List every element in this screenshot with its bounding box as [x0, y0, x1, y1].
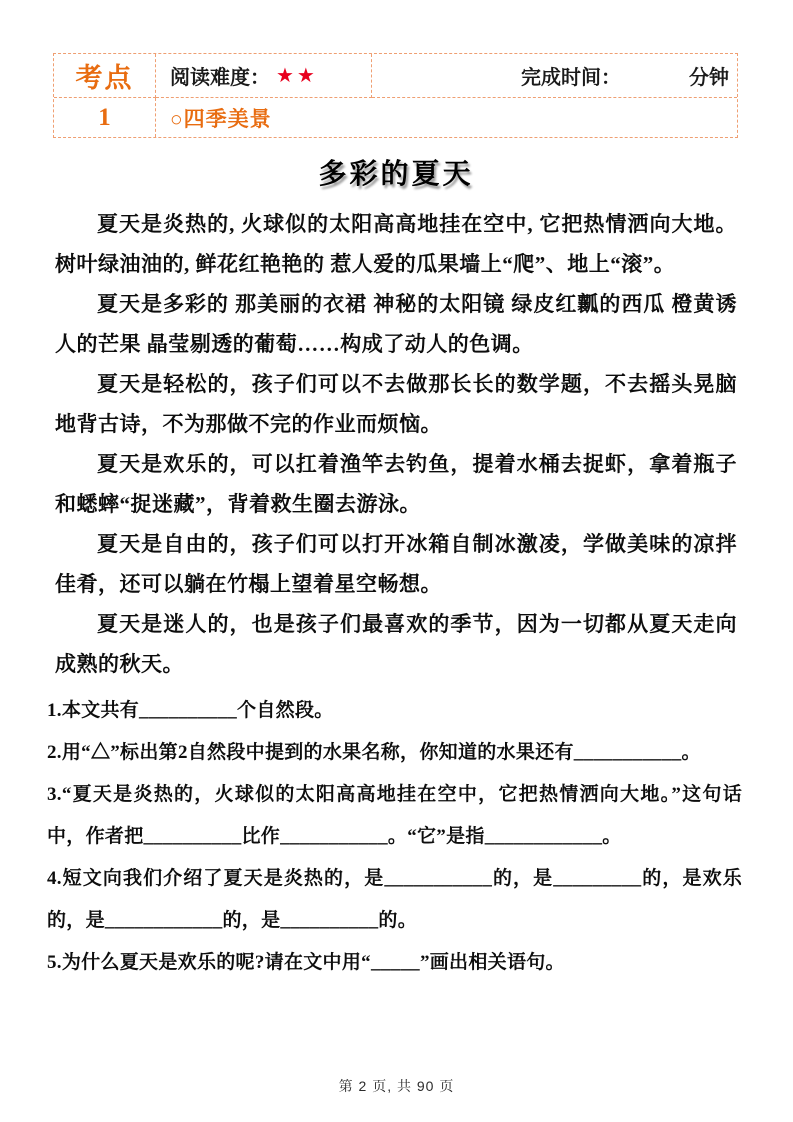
- question-item: 4.短文向我们介绍了夏天是炎热的，是___________的，是_________的，是欢乐的，是____________的，是__________的。: [47, 868, 742, 931]
- page-number: 第 2 页, 共 90 页: [338, 1078, 455, 1094]
- question-item: 2.用“△”标出第2自然段中提到的水果名称，你知道的水果还有___________。: [47, 742, 701, 763]
- exam-point-number-cell: [54, 98, 156, 137]
- difficulty-label: 阅读难度：: [170, 67, 270, 89]
- completion-time-label: 完成时间：: [521, 67, 621, 89]
- article-paragraph: 夏天是轻松的，孩子们可以不去做那长长的数学题，不去摇头晃脑地背古诗，不为那做不完的作业而烦恼。: [55, 372, 737, 436]
- completion-time-cell: [372, 54, 737, 98]
- topic-label: ○四季美景: [170, 106, 272, 131]
- question-item: 3.“夏天是炎热的，火球似的太阳高高地挂在空中，它把热情洒向大地。”这句话中，作者把__________比作___________。“它”是指____________。: [47, 784, 742, 847]
- article-paragraph: 夏天是炎热的, 火球似的太阳高高地挂在空中, 它把热情洒向大地。树叶绿油油的, 鲜花红艳艳的 惹人爱的瓜果墙上“爬”、地上“滚”。: [55, 212, 737, 276]
- article-paragraph: 夏天是自由的，孩子们可以打开冰箱自制冰激凌，学做美味的凉拌佳肴，还可以躺在竹榻上望着星空畅想。: [55, 532, 737, 596]
- exam-point-label: 考点: [75, 63, 134, 93]
- difficulty-cell: [156, 54, 372, 98]
- topic-cell: [156, 98, 737, 137]
- difficulty-stars: ★★: [276, 65, 318, 87]
- article-paragraph: 夏天是欢乐的，可以扛着渔竿去钓鱼，提着水桶去捉虾，拿着瓶子和蟋蟀“捉迷藏”，背着救生圈去游泳。: [55, 452, 737, 516]
- exam-header-table: [53, 53, 738, 138]
- article-title: 多彩的夏天: [318, 159, 474, 190]
- exam-point-cell: [54, 54, 156, 98]
- article-paragraph: 夏天是迷人的，也是孩子们最喜欢的季节，因为一切都从夏天走向成熟的秋天。: [55, 612, 737, 676]
- questions-section: [47, 690, 742, 984]
- article-content: [47, 152, 742, 984]
- page-footer: [0, 1076, 793, 1096]
- question-item: 5.为什么夏天是欢乐的呢?请在文中用“_____”画出相关语句。: [47, 952, 565, 973]
- minutes-label: 分钟: [689, 67, 729, 89]
- exam-point-number: 1: [98, 103, 111, 131]
- article-paragraph: 夏天是多彩的 那美丽的衣裙 神秘的太阳镜 绿皮红瓤的西瓜 橙黄诱人的芒果 晶莹剔透的葡萄……构成了动人的色调。: [55, 292, 737, 356]
- question-item: 1.本文共有__________个自然段。: [47, 700, 334, 721]
